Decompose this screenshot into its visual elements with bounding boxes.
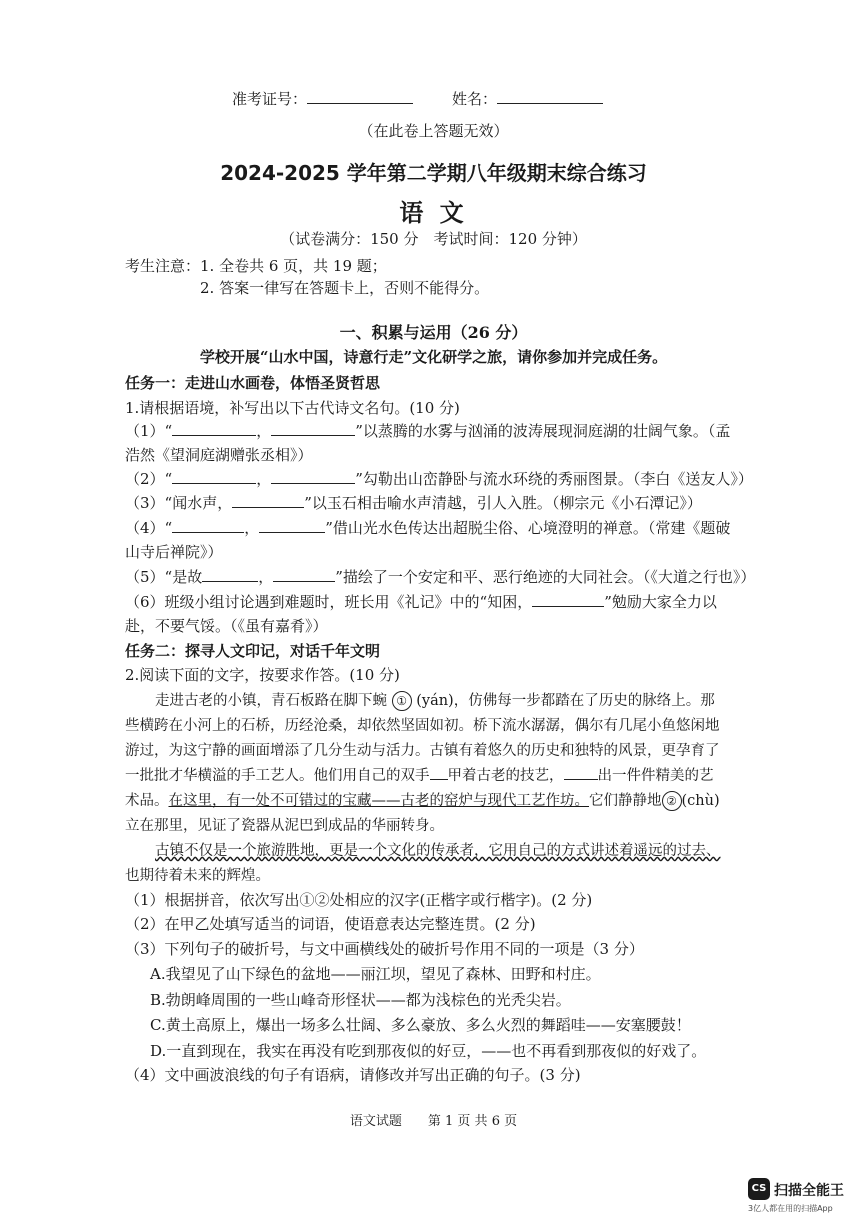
name-blank [497,89,603,104]
answer-blank [172,421,256,436]
comma: ， [256,422,272,440]
sub-question-4: （4）文中画波浪线的句子有语病，请修改并写出正确的句子。(3 分) [125,1066,581,1084]
passage-line-4 [125,764,714,785]
answer-blank [172,469,256,484]
sub-question-2: （2）在甲乙处填写适当的词语，使语意表达完整连贯。(2 分) [125,915,536,933]
passage-line-8: 也期待着未来的辉煌。 [125,868,270,884]
passage-text: 着古老的技艺， [462,768,564,784]
q1-4-prefix: （4）“ [125,519,173,537]
passage-text: 出一件件精美的艺 [597,768,714,784]
comma: ， [244,519,260,537]
subject-title: 语 文 [399,198,468,227]
sub-question-3: （3）下列句子的破折号，与文中画横线处的破折号作用不同的一项是（3 分） [125,940,644,958]
q1-2-prefix: （2）“ [125,470,173,488]
notice-line-2: 2. 答案一律写在答题卡上，否则不能得分。 [200,279,490,297]
option-c: C.黄土高原上，爆出一场多么壮阔、多么豪放、多么火烈的舞蹈哇——安塞腰鼓！ [150,1016,691,1034]
passage-text: (yán)，仿佛每一步都踏在了历史的脉络上。那 [416,693,715,709]
scanner-tagline: 3亿人都在用的扫描App [748,1204,833,1213]
option-a: A.我望见了山下绿色的盆地——丽江坝，望见了森林、田野和村庄。 [150,965,601,983]
option-d: D.一直到现在，我实在再没有吃到那夜似的好豆，——也不再看到那夜似的好戏了。 [150,1042,707,1060]
q1-1-text: ”以蒸腾的水雾与汹涌的波涛展现洞庭湖的壮阔气象。（孟 [355,422,731,440]
q2-stem: 2.阅读下面的文字，按要求作答。(10 分) [125,666,400,684]
exam-title: 2024-2025 学年第二学期八年级期末综合练习 [220,161,647,185]
passage-line-2: 些横跨在小河上的石桥，历经沧桑，却依然坚固如初。桥下流水潺潺，偶尔有几尾小鱼悠闲地 [125,718,720,734]
passage-line-3: 游过，为这宁静的画面增添了几分生动与活力。古镇有着悠久的历史和独特的风景，更孕育了 [125,743,720,759]
blank-marker-1: ① [392,691,412,711]
answer-blank [172,518,244,533]
answer-blank [271,421,355,436]
q1-item-6-cont: 赴，不要气馁。（《虽有嘉肴》） [125,617,328,635]
no-answer-note: （在此卷上答题无效） [358,122,509,140]
section-title: 一、积累与运用（26 分） [339,323,528,342]
passage-text: 一批批才华横溢的手工艺人。他们用自己的双手 [125,768,430,784]
option-b: B.勃朗峰周围的一些山峰奇形怪状——都为浅棕色的光秃尖岩。 [150,991,571,1009]
q1-2-text: ”勾勒出山峦静卧与流水环绕的秀丽图景。（李白《送友人》） [355,470,753,488]
exam-number-field [232,88,413,109]
q1-item-4 [125,517,730,538]
q1-3-text: ”以玉石相击喻水声清越，引人入胜。（柳宗元《小石潭记》） [304,494,702,512]
marker-jia: 甲 [447,768,462,784]
q1-5-prefix: （5）“是故 [125,568,203,586]
pinyin-chu: (chù) [681,793,720,809]
answer-blank [273,567,335,582]
passage-text: 走进古老的小镇，青石板路在脚下蜿 [155,693,387,709]
q1-3-prefix: （3）“闻水声， [125,494,233,512]
comma: ， [258,568,274,586]
q1-item-5 [125,566,755,587]
passage-text: 术品。 [125,793,169,809]
answer-blank [259,518,325,533]
passage-line-1 [155,689,715,711]
scanner-brand-name: 扫描全能王 [774,1183,844,1199]
exam-info: （试卷满分：150 分 考试时间：120 分钟） [280,230,587,248]
name-label: 姓名： [452,90,498,108]
q1-6-text: ”勉励大家全力以 [604,593,717,611]
blank-yi [564,765,598,780]
passage-line-5 [125,789,720,811]
answer-blank [202,567,258,582]
q1-item-2 [125,468,753,489]
passage-text: 它们静静地 [589,793,662,809]
comma: ， [256,470,272,488]
task2-title: 任务二：探寻人文印记，对话千年文明 [125,642,381,660]
q1-item-3 [125,492,702,513]
section-intro: 学校开展“山水中国，诗意行走”文化研学之旅，请你参加并完成任务。 [199,348,668,366]
page-footer: 语文试题 第 1 页 共 6 页 [349,1114,518,1129]
notice-line-1: 考生注意：1. 全卷共 6 页，共 19 题； [125,257,387,275]
passage-line-7 [155,839,721,860]
scanner-logo-icon: CS [748,1178,770,1200]
underlined-sentence: 在这里，有一处不可错过的宝藏——古老的窑炉与现代工艺作坊。 [168,793,589,809]
passage-line-6: 立在那里，见证了瓷器从泥巴到成品的华丽转身。 [125,818,444,834]
q1-stem: 1.请根据语境，补写出以下古代诗文名句。(10 分) [125,399,460,417]
q1-item-1-cont: 浩然《望洞庭湖赠张丞相》） [125,446,313,464]
q1-1-prefix: （1）“ [125,422,173,440]
answer-blank [271,469,355,484]
task1-title: 任务一：走进山水画卷，体悟圣贤哲思 [125,374,381,392]
q1-item-4-cont: 山寺后禅院》） [125,543,223,561]
sub-question-1: （1）根据拼音，依次写出①②处相应的汉字(正楷字或行楷字)。(2 分) [125,891,593,909]
q1-item-1 [125,420,730,441]
exam-number-blank [307,89,413,104]
q1-6-prefix: （6）班级小组讨论遇到难题时，班长用《礼记》中的“知困， [125,593,533,611]
q1-4-text: ”借山光水色传达出超脱尘俗、心境澄明的禅意。（常建《题破 [325,519,731,537]
wavy-sentence: 古镇不仅是一个旅游胜地，更是一个文化的传承者，它用自己的方式讲述着遥远的过去、 [155,843,721,859]
answer-blank [532,592,604,607]
blank-marker-2: ② [662,791,682,811]
blank-jia [430,765,448,780]
answer-blank [232,493,304,508]
q1-5-text: ”描绘了一个安定和平、恶行绝迹的大同社会。（《大道之行也》） [335,568,756,586]
q1-item-6 [125,591,717,612]
exam-number-label: 准考证号： [232,90,308,108]
name-field [452,88,603,109]
